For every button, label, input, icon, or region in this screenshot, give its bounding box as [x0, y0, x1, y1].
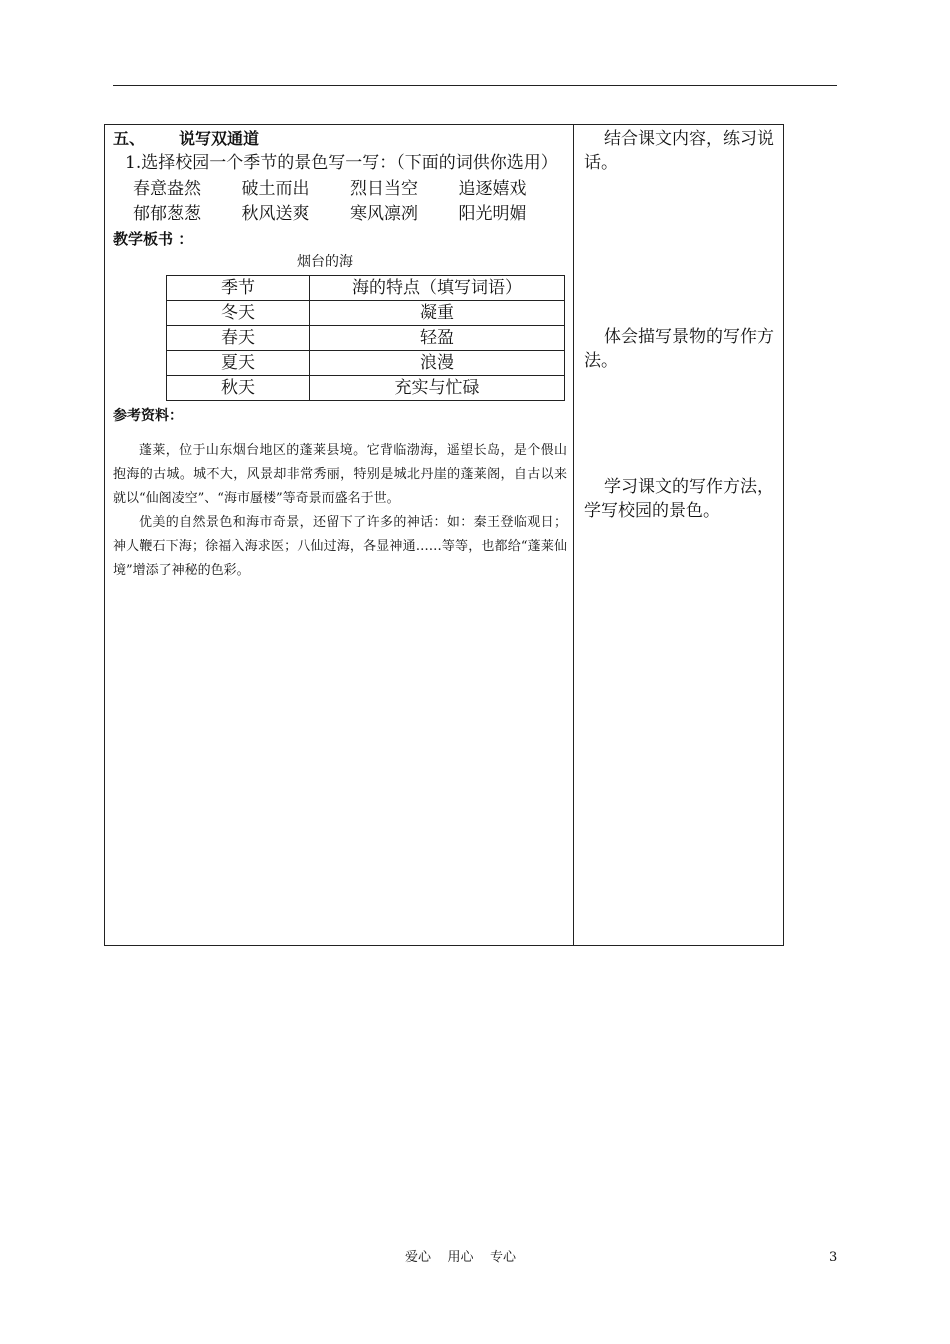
board-title: 烟台的海: [297, 254, 353, 270]
goal-writing-method: 体会描写景物的写作方法。: [584, 327, 774, 371]
word: 寒风凛冽: [350, 204, 418, 224]
season-table: [166, 275, 565, 401]
reference-heading: 参考资料：: [113, 408, 183, 424]
table-row: [167, 376, 565, 401]
feature-cell: 充实与忙碌: [310, 376, 565, 401]
word: 春意盎然: [133, 179, 201, 199]
goal-campus-writing: 学习课文的写作方法，学写校园的景色。: [584, 477, 774, 521]
table-row: [167, 351, 565, 376]
reference-paragraph: 蓬莱，位于山东烟台地区的蓬莱县境。它背临渤海，遥望长岛，是个偎山抱海的古城。城不大，风景却非常秀丽，特别是城北丹崖的蓬莱阁，自古以来就以“仙阁凌空”、“海市蜃楼”等奇景而盛名于世。: [113, 443, 567, 506]
column-divider: [573, 125, 574, 945]
season-cell: 秋天: [167, 376, 310, 401]
header-features: 海的特点（填写词语）: [310, 276, 565, 301]
word: 郁郁葱葱: [133, 204, 201, 224]
goal-speaking: 结合课文内容，练习说话。: [584, 129, 774, 173]
feature-cell: 凝重: [310, 301, 565, 326]
section-title: 说写双通道: [179, 129, 260, 148]
feature-cell: 轻盈: [310, 326, 565, 351]
word-row: [133, 177, 567, 202]
table-row: [167, 301, 565, 326]
table-row: [167, 326, 565, 351]
feature-cell: 浪漫: [310, 351, 565, 376]
section-heading: [113, 127, 567, 151]
page-number: 3: [829, 1250, 838, 1265]
lesson-table: [104, 124, 784, 946]
reference-paragraph: 优美的自然景色和海市奇景，还留下了许多的神话：如：秦王登临观日；神人鞭石下海；徐福入海求医；八仙过海，各显神通……等等，也都给“蓬莱仙境”增添了神秘的色彩。: [113, 515, 567, 578]
section-number: 五、: [113, 129, 146, 148]
board-heading: 教学板书 ：: [113, 230, 194, 248]
season-cell: 夏天: [167, 351, 310, 376]
activity-column: [113, 127, 567, 583]
table-header-row: [167, 276, 565, 301]
word: 追逐嬉戏: [458, 179, 527, 199]
word-bank: [133, 177, 567, 227]
season-cell: 冬天: [167, 301, 310, 326]
word: 阳光明媚: [458, 204, 527, 224]
footer-motto: 爱心 用心 专心: [405, 1250, 517, 1265]
season-cell: 春天: [167, 326, 310, 351]
word: 破土而出: [241, 179, 310, 199]
word-row: [133, 202, 567, 227]
writing-task: 1.选择校园一个季节的景色写一写：（下面的词供你选用）: [125, 153, 558, 173]
header-season: 季节: [167, 276, 310, 301]
header-rule: [113, 85, 837, 86]
word: 烈日当空: [350, 179, 418, 199]
word: 秋风送爽: [241, 204, 310, 224]
